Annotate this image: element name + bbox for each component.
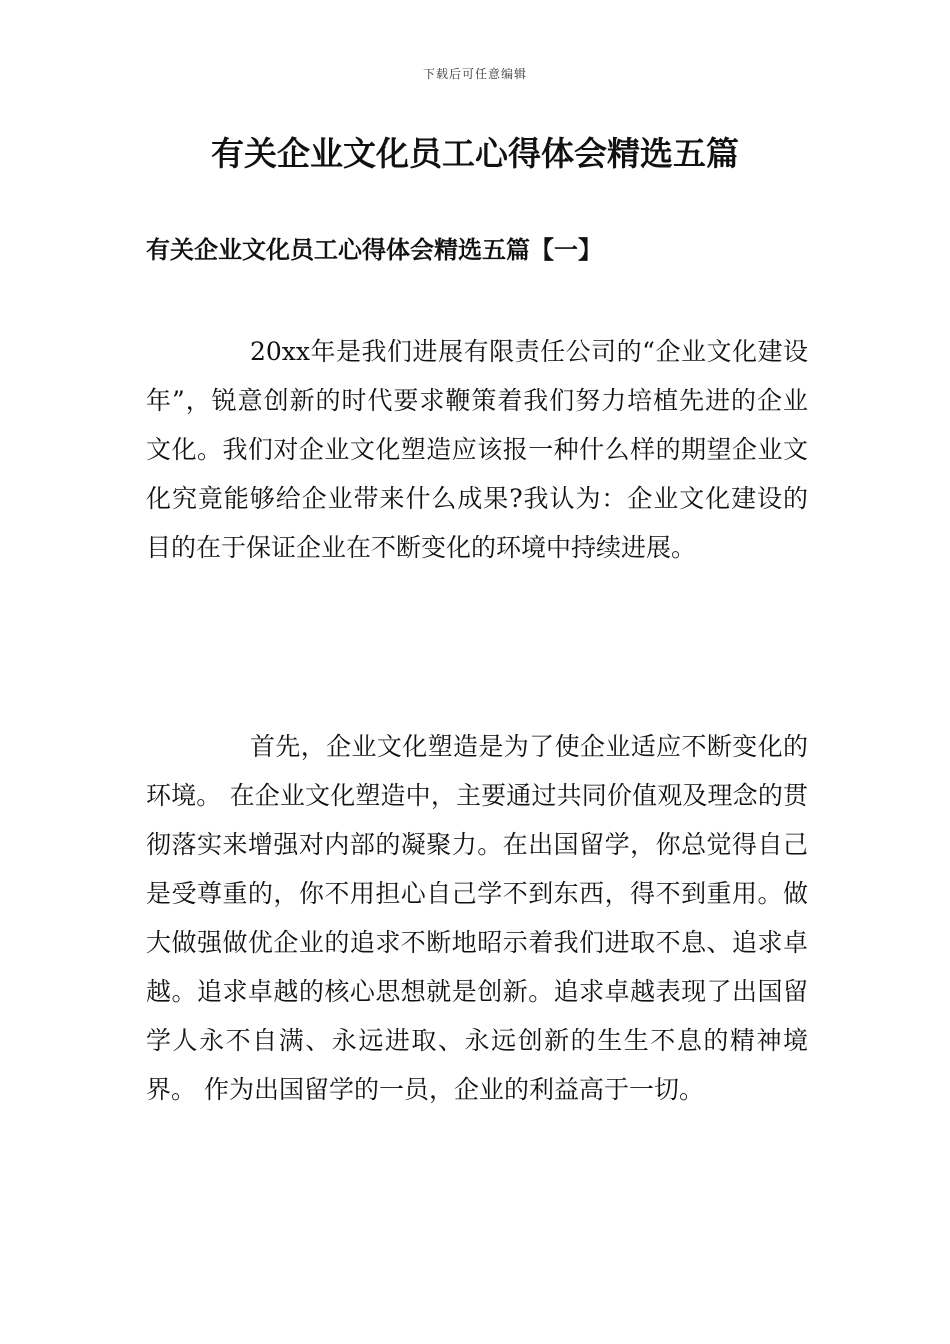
section-heading: 有关企业文化员工心得体会精选五篇【一】 — [146, 235, 602, 264]
body-paragraph-1: 20xx年是我们进展有限责任公司的“企业文化建设年”，锐意创新的时代要求鞭策着我们努力培植先进的企业文化。我们对企业文化塑造应该报一种什么样的期望企业文化究竟能够给企业带来什么成果?我认为：企业文化建设的目的在于保证企业在不断变化的环境中持续进展。 — [146, 337, 808, 562]
body-paragraph-2: 首先，企业文化塑造是为了使企业适应不断变化的环境。 在企业文化塑造中，主要通过共同价值观及理念的贯彻落实来增强对内部的凝聚力。在出国留学，你总觉得自己是受尊重的，你不用担心自己学不到东西，得不到重用。做大做强做优企业的追求不断地昭示着我们进取不息、追求卓越。追求卓越的核心思想就是创新。追求卓越表现了出国留学人永不自满、永远进取、永远创新的生生不息的精神境界。 作为出国留学的一员，企业的利益高于一切。 — [146, 732, 808, 1104]
document-title: 有关企业文化员工心得体会精选五篇 — [211, 134, 739, 173]
header-note: 下载后可任意编辑 — [422, 67, 527, 81]
